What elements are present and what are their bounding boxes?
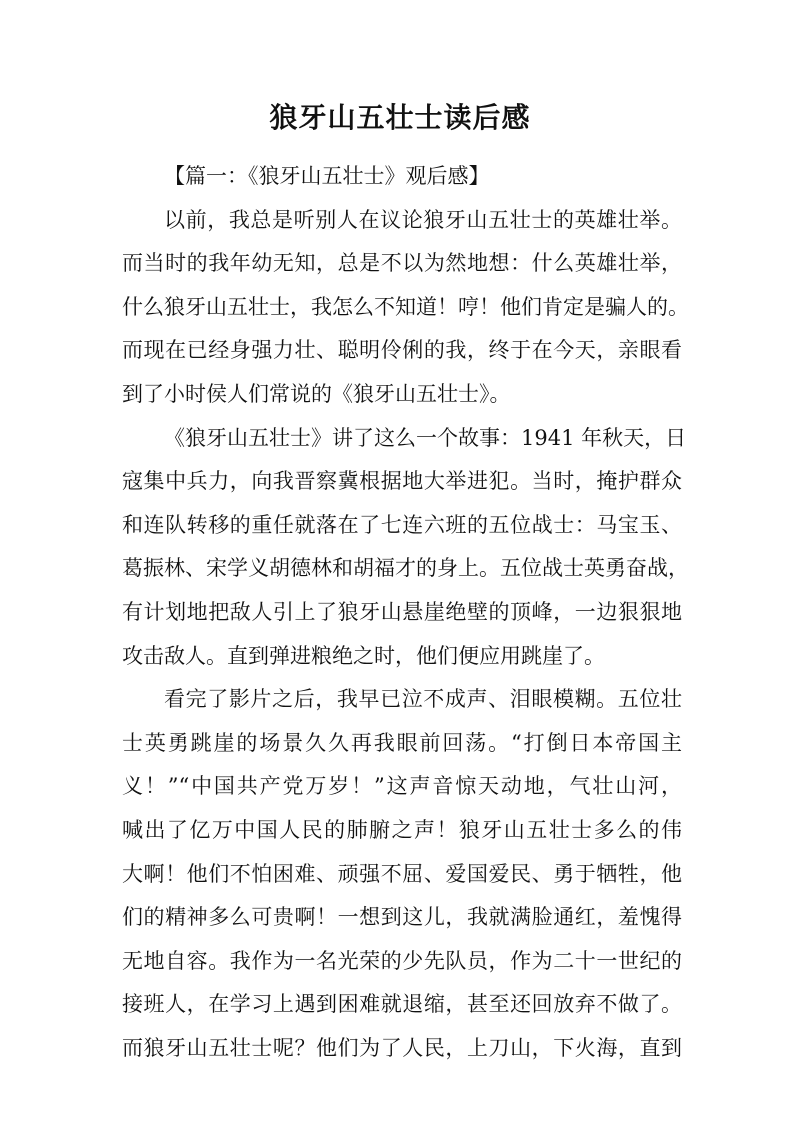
paragraph-line: 大啊！他们不怕困难、顽强不屈、爱国爱民、勇于牺牲，他 [122, 861, 682, 886]
paragraph-line: 《狼牙山五壮士》讲了这么一个故事：1941 年秋天，日 [164, 425, 687, 450]
paragraph-line: 们的精神多么可贵啊！一想到这儿，我就满脸通红，羞愧得 [122, 905, 682, 930]
document-body [122, 155, 689, 1070]
paragraph-line: 葛振林、宋学义胡德林和胡福才的身上。五位战士英勇奋战， [122, 556, 689, 581]
paragraph-line: 看完了影片之后，我早已泣不成声、泪眼模糊。五位壮 [164, 687, 682, 712]
paragraph-line: 无地自容。我作为一名光荣的少先队员，作为二十一世纪的 [122, 948, 682, 973]
paragraph-line: 以前，我总是听别人在议论狼牙山五壮士的英雄壮举。 [164, 207, 682, 232]
document-title: 狼牙山五壮士读后感 [269, 101, 531, 134]
section-heading: 【篇一：《狼牙山五壮士》观后感】 [164, 164, 490, 188]
paragraph-line: 而现在已经身强力壮、聪明伶俐的我，终于在今天，亲眼看 [122, 338, 682, 363]
paragraph-line: 而狼牙山五壮士呢？他们为了人民，上刀山，下火海，直到 [122, 1035, 682, 1060]
paragraph-line: 攻击敌人。直到弹进粮绝之时，他们便应用跳崖了。 [122, 643, 605, 668]
paragraph-line: 接班人，在学习上遇到困难就退缩，甚至还回放弃不做了。 [122, 992, 682, 1017]
paragraph-line: 寇集中兵力，向我晋察冀根据地大举进犯。当时，掩护群众 [122, 469, 682, 494]
paragraph-line: 士英勇跳崖的场景久久再我眼前回荡。“打倒日本帝国主 [122, 730, 682, 755]
paragraph-line: 和连队转移的重任就落在了七连六班的五位战士：马宝玉、 [122, 512, 682, 537]
paragraph-line: 喊出了亿万中国人民的肺腑之声！狼牙山五壮士多么的伟 [122, 817, 682, 842]
paragraph-line: 到了小时侯人们常说的《狼牙山五壮士》。 [122, 381, 511, 406]
paragraph-line: 什么狼牙山五壮士，我怎么不知道！哼！他们肯定是骗人的。 [122, 294, 689, 319]
paragraph-line: 而当时的我年幼无知，总是不以为然地想：什么英雄壮举， [122, 251, 682, 276]
paragraph-line: 有计划地把敌人引上了狼牙山悬崖绝壁的顶峰，一边狠狠地 [122, 599, 682, 624]
paragraph-line: 义！”“中国共产党万岁！”这声音惊天动地，气壮山河， [122, 774, 682, 799]
